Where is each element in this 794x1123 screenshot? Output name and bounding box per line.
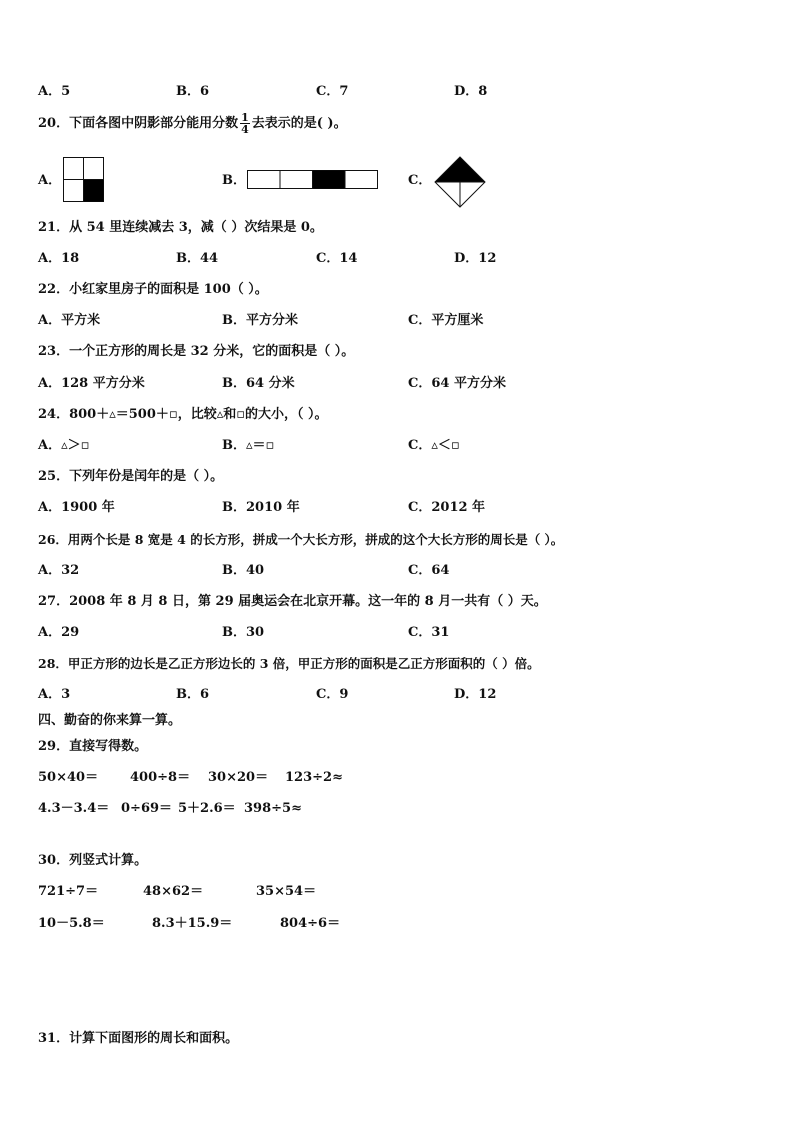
q19-option-a: A．5 bbox=[38, 84, 71, 99]
q29-item: 400÷8＝ bbox=[130, 770, 191, 785]
q30-item: 48×62＝ bbox=[143, 884, 204, 899]
q24-option-a: A．▵＞▫ bbox=[38, 438, 90, 453]
q21-option-b: B．44 bbox=[176, 251, 219, 266]
q23-option-c: C．64 平方分米 bbox=[408, 376, 506, 391]
q20-label-c: C． bbox=[408, 173, 432, 188]
q19-option-d: D．8 bbox=[454, 84, 488, 99]
q30-item: 721÷7＝ bbox=[38, 884, 99, 899]
q26-stem: 26．用两个长是 8 宽是 4 的长方形，拼成一个大长方形，拼成的这个大长方形的周长是（ ）。 bbox=[38, 532, 564, 547]
q20-stem-prefix: 20．下面各图中阴影部分能用分数 bbox=[38, 116, 239, 131]
q20-stem bbox=[38, 112, 347, 135]
q25-stem: 25．下列年份是闰年的是（ ）。 bbox=[38, 469, 224, 484]
q29-item: 5＋2.6＝ bbox=[178, 801, 236, 816]
q29-item: 4.3－3.4＝ bbox=[38, 801, 110, 816]
q28-stem: 28．甲正方形的边长是乙正方形边长的 3 倍，甲正方形的面积是乙正方形面积的（ ）倍。 bbox=[38, 656, 540, 671]
q25-option-b: B．2010 年 bbox=[222, 500, 300, 515]
q21-option-c: C．14 bbox=[316, 251, 358, 266]
q23-option-b: B．64 分米 bbox=[222, 376, 295, 391]
q19-option-c: C．7 bbox=[316, 84, 349, 99]
q24-option-b: B．▵＝▫ bbox=[222, 438, 275, 453]
q20-frac-den: 4 bbox=[241, 123, 249, 136]
q22-option-a: A．平方米 bbox=[38, 313, 101, 328]
q29-item: 123÷2≈ bbox=[285, 770, 343, 785]
q26-option-c: C．64 bbox=[408, 563, 450, 578]
figure-b-shaded-part bbox=[313, 171, 346, 189]
q20-label-a: A． bbox=[38, 173, 62, 188]
figure-a-shaded-part bbox=[84, 180, 104, 202]
q25-option-a: A．1900 年 bbox=[38, 500, 115, 515]
q27-option-a: A．29 bbox=[38, 625, 80, 640]
q25-option-c: C．2012 年 bbox=[408, 500, 486, 515]
q26-option-a: A．32 bbox=[38, 563, 80, 578]
q27-option-b: B．30 bbox=[222, 625, 265, 640]
q30-item: 8.3＋15.9＝ bbox=[152, 916, 233, 931]
q22-stem: 22．小红家里房子的面积是 100（ ）。 bbox=[38, 282, 268, 297]
q22-option-c: C．平方厘米 bbox=[408, 313, 484, 328]
q21-option-d: D．12 bbox=[454, 251, 497, 266]
q28-option-b: B．6 bbox=[176, 687, 210, 702]
q23-stem: 23．一个正方形的周长是 32 分米，它的面积是（ ）。 bbox=[38, 344, 355, 359]
q29-item: 30×20＝ bbox=[208, 770, 269, 785]
q28-option-d: D．12 bbox=[454, 687, 497, 702]
q28-option-c: C．9 bbox=[316, 687, 349, 702]
q19-option-b: B．6 bbox=[176, 84, 210, 99]
q30-item: 35×54＝ bbox=[256, 884, 317, 899]
q24-option-c: C．▵＜▫ bbox=[408, 438, 460, 453]
q30-item: 804÷6＝ bbox=[280, 916, 341, 931]
q29-item: 50×40＝ bbox=[38, 770, 99, 785]
q30-item: 10－5.8＝ bbox=[38, 916, 105, 931]
q21-stem: 21．从 54 里连续减去 3，减（ ）次结果是 0。 bbox=[38, 220, 323, 235]
q20-stem-suffix: 去表示的是( )。 bbox=[251, 116, 347, 131]
q22-option-b: B．平方分米 bbox=[222, 313, 298, 328]
q24-stem: 24．800＋▵＝500＋▫，比较▵和▫的大小，（ ）。 bbox=[38, 407, 328, 422]
q27-option-c: C．31 bbox=[408, 625, 450, 640]
q20-figure-b bbox=[247, 170, 379, 190]
section-heading: 四、勤奋的你来算一算。 bbox=[38, 713, 182, 728]
q29-stem: 29．直接写得数。 bbox=[38, 739, 148, 754]
q29-item: 398÷5≈ bbox=[244, 801, 302, 816]
q20-label-b: B． bbox=[222, 173, 246, 188]
q28-option-a: A．3 bbox=[38, 687, 71, 702]
q20-figure-c bbox=[433, 156, 487, 208]
q20-figure-a bbox=[63, 157, 105, 203]
q20-fraction bbox=[240, 112, 250, 135]
q30-stem: 30．列竖式计算。 bbox=[38, 853, 148, 868]
q20-frac-num: 1 bbox=[241, 111, 249, 124]
q26-option-b: B．40 bbox=[222, 563, 265, 578]
q21-option-a: A．18 bbox=[38, 251, 80, 266]
q31-stem: 31．计算下面图形的周长和面积。 bbox=[38, 1031, 239, 1046]
q27-stem: 27．2008 年 8 月 8 日，第 29 届奥运会在北京开幕。这一年的 8 月一共有（ ）天。 bbox=[38, 594, 547, 609]
q29-item: 0÷69＝ bbox=[121, 801, 173, 816]
q23-option-a: A．128 平方分米 bbox=[38, 376, 145, 391]
